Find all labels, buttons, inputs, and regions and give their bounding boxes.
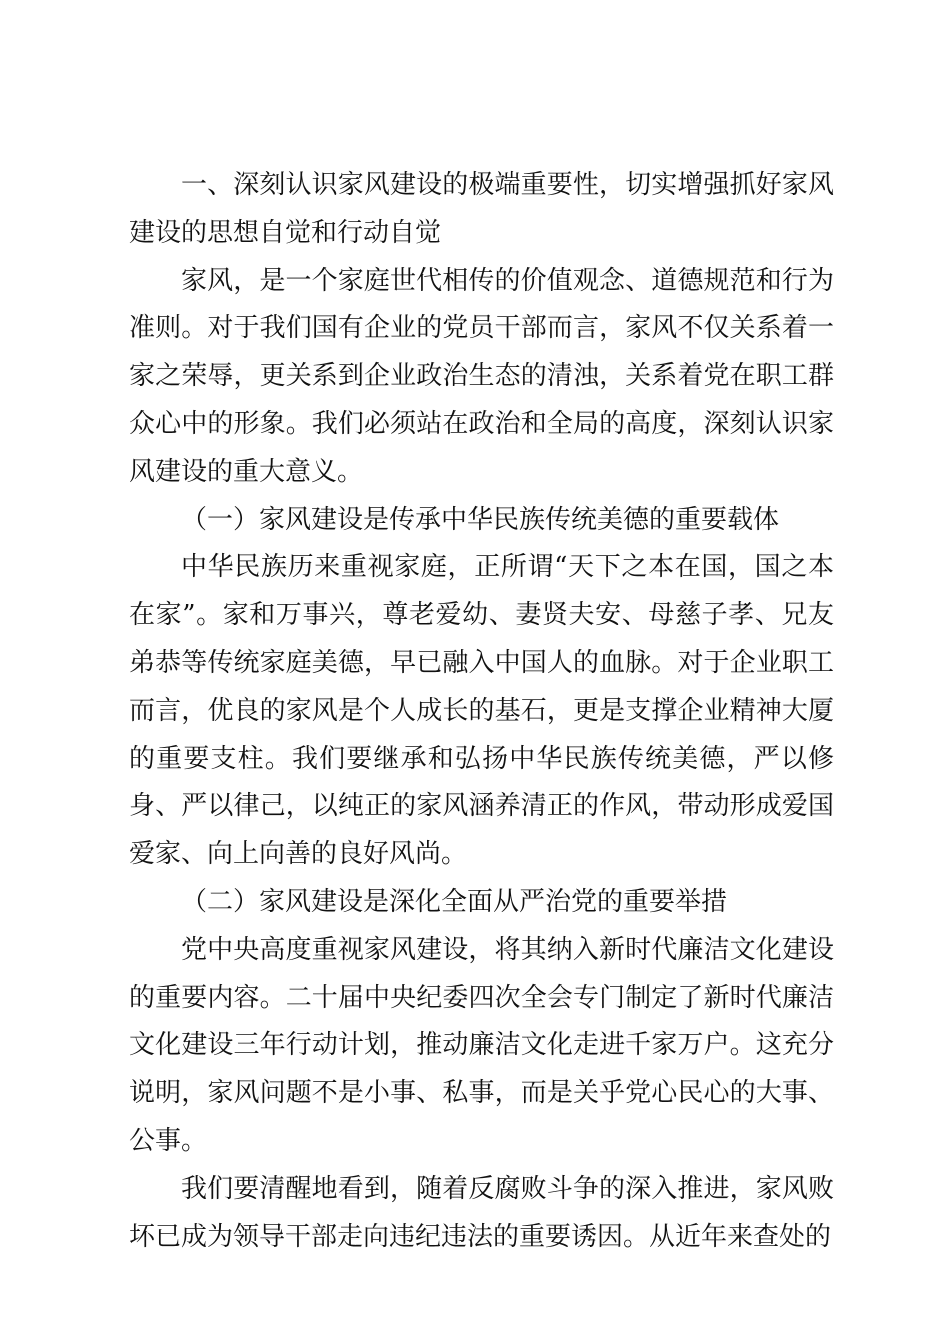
document-body	[129, 162, 834, 1261]
subsection-heading: （一）家风建设是传承中华民族传统美德的重要载体	[181, 504, 780, 535]
body-paragraph: 家风，是一个家庭世代相传的价值观念、道德规范和行为准则。对于我们国有企业的党员干部而言，家风不仅关系着一家之荣辱，更关系到企业政治生态的清浊，关系着党在职工群众心中的形象。我们必须站在政治和全局的高度，深刻认识家风建设的重大意义。	[129, 265, 834, 487]
body-paragraph: 党中央高度重视家风建设，将其纳入新时代廉洁文化建设的重要内容。二十届中央纪委四次全会专门制定了新时代廉洁文化建设三年行动计划，推动廉洁文化走进千家万户。这充分说明，家风问题不是小事、私事，而是关乎党心民心的大事、公事。	[129, 934, 834, 1156]
body-paragraph: 我们要清醒地看到，随着反腐败斗争的深入推进，家风败坏已成为领导干部走向违纪违法的重要诱因。从近年来查处的	[129, 1173, 834, 1252]
body-paragraph: 中华民族历来重视家庭，正所谓“天下之本在国，国之本在家”。家和万事兴，尊老爱幼、妻贤夫安、母慈子孝、兄友弟恭等传统家庭美德，早已融入中国人的血脉。对于企业职工而言，优良的家风是个人成长的基石，更是支撑企业精神大厦的重要支柱。我们要继承和弘扬中华民族传统美德，严以修身、严以律己，以纯正的家风涵养清正的作风，带动形成爱国爱家、向上向善的良好风尚。	[129, 552, 834, 870]
subsection-heading: （二）家风建设是深化全面从严治党的重要举措	[181, 886, 728, 917]
section-heading: 一、深刻认识家风建设的极端重要性，切实增强抓好家风建设的思想自觉和行动自觉	[129, 170, 834, 248]
